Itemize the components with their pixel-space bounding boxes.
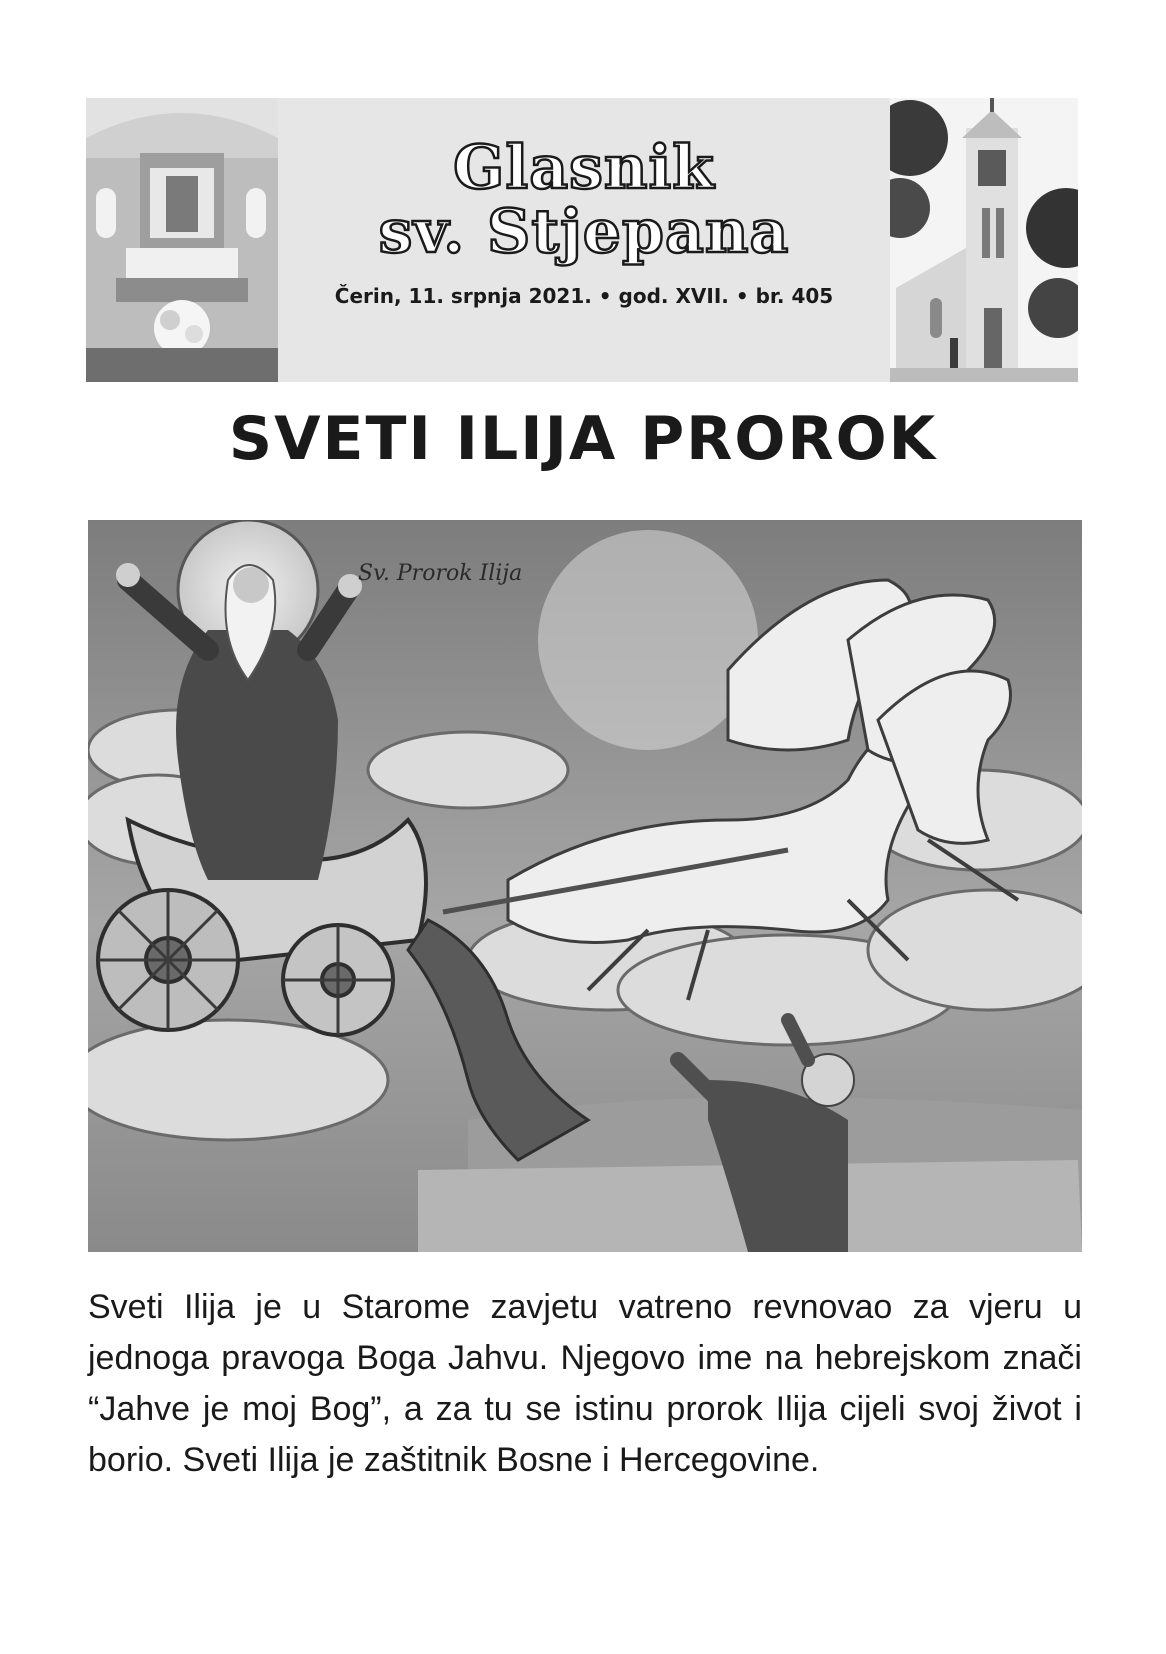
church-tower-photo	[890, 98, 1078, 382]
issue-info: Čerin, 11. srpnja 2021. • god. XVII. • br. 405	[334, 284, 834, 308]
prophet-elijah-icon-painting	[88, 520, 1082, 1252]
masthead-title-line2: sv. Stjepana	[378, 197, 790, 267]
masthead-band	[86, 98, 1078, 382]
article-title: SVETI ILIJA PROROK	[228, 404, 938, 474]
article-body: Sveti Ilija je u Starome zavjetu vatreno revnovao za vjeru u jednoga pravoga Boga Jahvu. Njegovo ime na hebrejskom znači “Jahve je moj Bog”, a za tu se istinu prorok Ilija cijeli svoj život i borio. Sveti Ilija je zaštitnik Bosne i Hercegovine.	[88, 1288, 1082, 1479]
church-interior-photo	[86, 98, 278, 382]
masthead-title-line1: Glasnik	[453, 133, 715, 203]
masthead-title-block	[278, 98, 890, 382]
painting-inscription: Sv. Prorok Ilija	[358, 561, 523, 586]
